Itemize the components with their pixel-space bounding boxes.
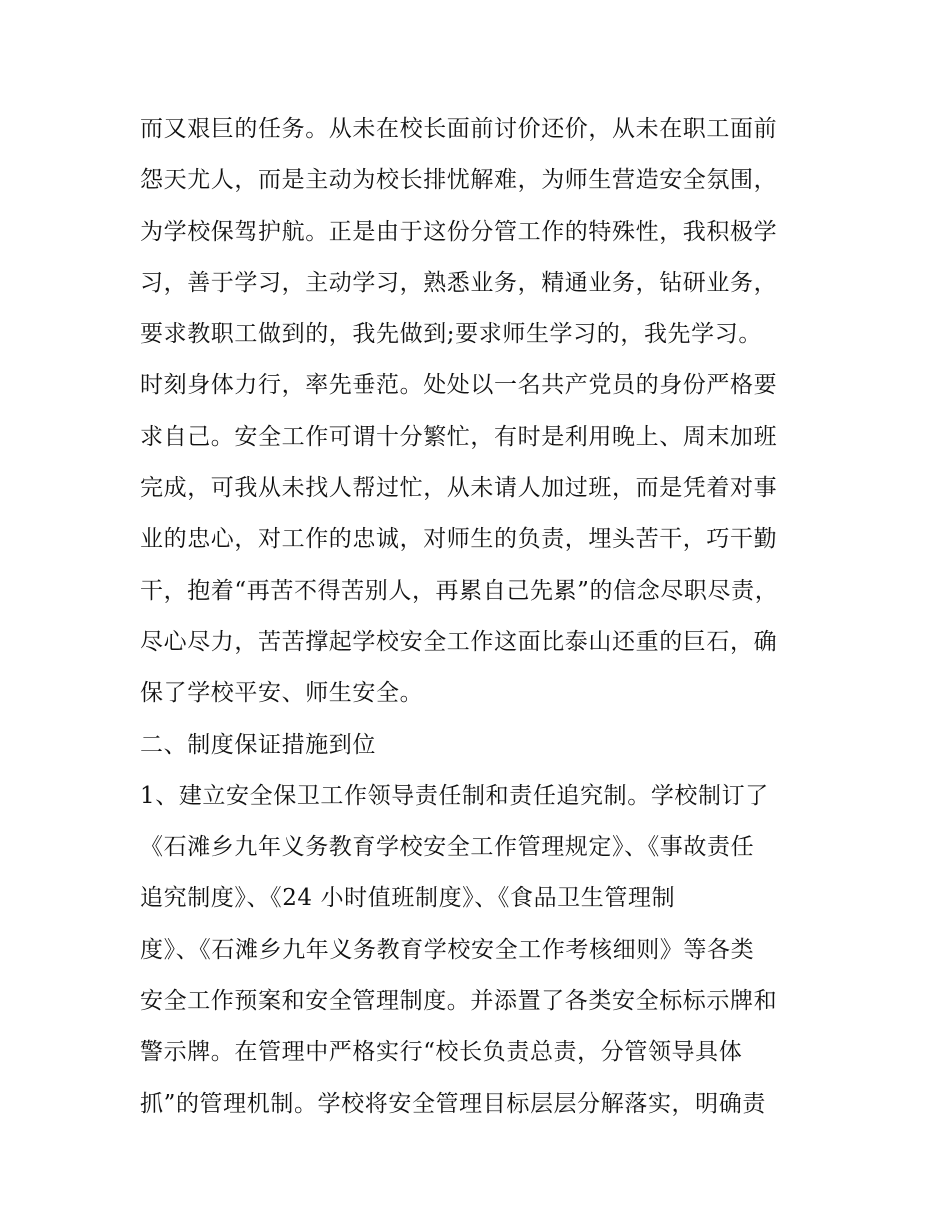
text-line: 业的忠心，对工作的忠诚，对师生的负责，埋头苦干，巧干勤 (140, 526, 778, 553)
text-line: 追究制度》、《24 小时值班制度》、《食品卫生管理制 (140, 885, 676, 912)
text-line: 而又艰巨的任务。从未在校长面前讨价还价，从未在职工面前 (140, 116, 778, 142)
text-line: 求自己。安全工作可谓十分繁忙，有时是利用晚上、周末加班 (140, 423, 778, 450)
text-line: 习，善于学习，主动学习，熟悉业务，精通业务，钻研业务， (140, 269, 778, 296)
text-line: 完成，可我从未找人帮过忙，从未请人加过班，而是凭着对事 (140, 475, 778, 502)
text-line: 安全工作预案和安全管理制度。并添置了各类安全标标示牌和 (140, 988, 778, 1015)
text-line: 要求教职工做到的，我先做到;要求师生学习的，我先学习。 (140, 321, 762, 348)
text-line: 时刻身体力行，率先垂范。处处以一名共产党员的身份严格要 (140, 372, 778, 399)
text-line: 度》、《石滩乡九年义务教育学校安全工作考核细则》等各类 (140, 936, 755, 963)
section-heading: 二、制度保证措施到位 (140, 731, 376, 758)
text-line: 1、建立安全保卫工作领导责任制和责任追究制。学校制订了 (140, 782, 769, 809)
text-line: 抓”的管理机制。学校将安全管理目标层层分解落实，明确责 (140, 1090, 766, 1117)
text-line: 保了学校平安、师生安全。 (140, 680, 424, 707)
text-line: 怨天尤人，而是主动为校长排忧解难，为师生营造安全氛围， (140, 167, 778, 194)
text-line: 为学校保驾护航。正是由于这份分管工作的特殊性，我积极学 (140, 218, 778, 245)
text-line: 《石滩乡九年义务教育学校安全工作管理规定》、《事故责任 (140, 834, 755, 861)
text-line: 尽心尽力，苦苦撑起学校安全工作这面比泰山还重的巨石，确 (140, 628, 778, 655)
body-text (140, 104, 830, 1130)
text-line: 警示牌。在管理中严格实行“校长负责总责，分管领导具体 (140, 1039, 743, 1066)
text-line: 干，抱着“再苦不得苦别人，再累自己先累”的信念尽职尽责， (140, 577, 779, 604)
